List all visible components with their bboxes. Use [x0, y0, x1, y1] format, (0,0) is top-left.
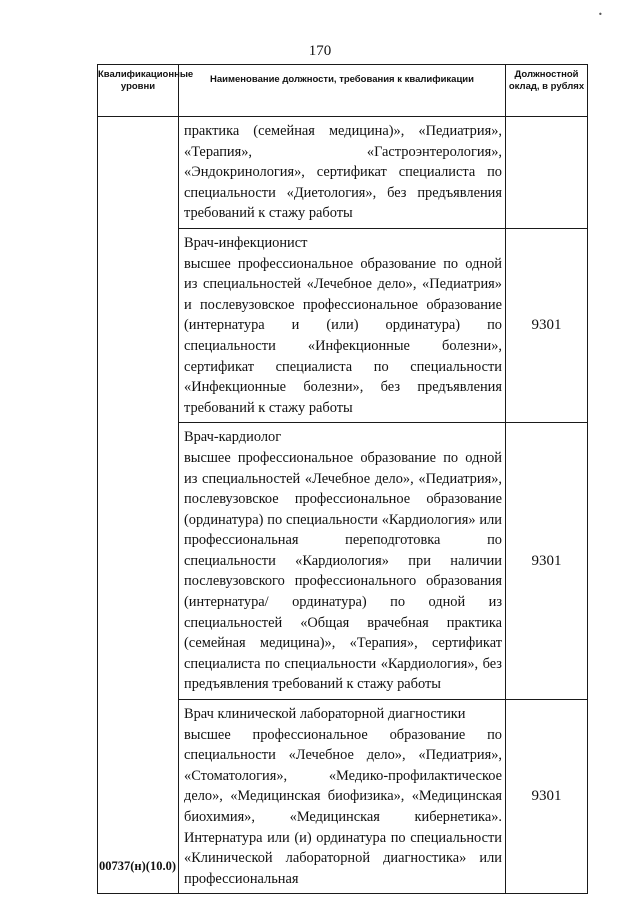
position-requirements-text: высшее профессиональное образование по специальности «Лечебное дело», «Педиатрия», «Стоматология», «Медико-профилактическое дело», «Медицинская биофизика», «Медицинская биохимия», «Медицинская кибернетика». Интернатура или (и) ординатура по специальности «Клинической лабораторной диагностика» или профессиональная: [184, 726, 502, 887]
salary-cell: 9301: [506, 423, 588, 700]
qualification-level-cell: [98, 117, 179, 894]
position-requirements-text: высшее профессиональное образование по одной из специальностей «Лечебное дело», «Педиатрия», послевузовское профессиональное образование (ординатура) по специальности «Кардиология» или профессиональная переподготовка по специальности «Кардиология» при наличии послевузовского профессионального образования (интернатура/ ординатура) по одной из специальностей «Общая врачебная практика (семейная медицина)», «Терапия», сертификат специалиста по специальности «Кардиология», без предъявления требований к стажу работы: [184, 449, 502, 693]
header-position-requirements: Наименование должности, требования к квалификации: [179, 65, 506, 117]
page-number: 170: [308, 43, 332, 59]
header-qualification-levels: Квалификационные уровни: [98, 65, 179, 117]
position-description-cell: [179, 117, 506, 229]
salary-cell: 9301: [506, 228, 588, 422]
table-header-row: [98, 65, 588, 117]
table-row: [98, 117, 588, 229]
position-requirements-text: практика (семейная медицина)», «Педиатрия», «Терапия», «Гастроэнтерология», «Эндокринология», сертификат специалиста по специальности «Диетология», без предъявления требований к стажу работы: [184, 123, 502, 222]
position-title: Врач-кардиолог: [184, 429, 282, 446]
position-title: Врач клинической лабораторной диагностики: [184, 706, 466, 723]
position-requirements-text: высшее профессиональное образование по одной из специальностей «Лечебное дело», «Педиатрия» и послевузовское профессиональное образование (интернатура и (или) ординатура) по специальности «Инфекционные болезни», сертификат специалиста по специальности «Инфекционные болезни», без предъявления требований к стажу работы: [184, 255, 502, 416]
salary-cell: [506, 117, 588, 229]
position-description-cell: [179, 423, 506, 700]
header-salary: Должностной оклад, в рублях: [506, 65, 588, 117]
document-footer-code: 00737(н)(10.0): [99, 859, 176, 873]
position-description-cell: [179, 700, 506, 894]
qualification-table: [97, 64, 588, 894]
position-description-cell: [179, 228, 506, 422]
salary-cell: 9301: [506, 700, 588, 894]
position-title: Врач-инфекционист: [184, 234, 308, 251]
corner-mark: •: [598, 10, 603, 19]
